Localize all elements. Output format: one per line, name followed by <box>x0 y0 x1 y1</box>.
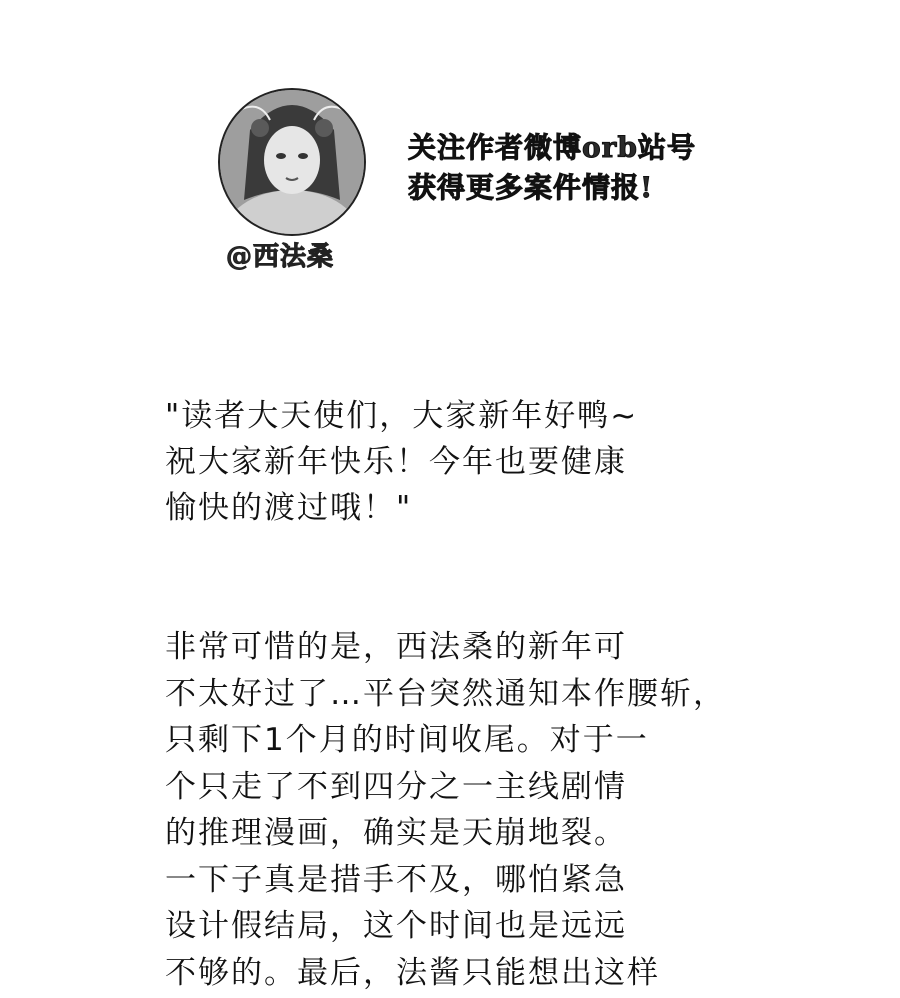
author-portrait-image <box>220 90 364 234</box>
quote-line: 祝大家新年快乐！今年也要健康 <box>165 444 627 480</box>
body-line: 的推理漫画，确实是天崩地裂。 <box>165 815 627 851</box>
follow-line: 获得更多案件情报! <box>408 171 654 204</box>
quote-line: "读者大天使们，大家新年好鸭~ <box>165 398 639 434</box>
announcement-body <box>165 624 726 996</box>
follow-notice <box>408 128 696 208</box>
body-line: 不太好过了…平台突然通知本作腰斩， <box>165 675 726 712</box>
body-line: 个只走了不到四分之一主线剧情 <box>165 768 627 805</box>
body-line: 设计假结局，这个时间也是远远 <box>165 908 627 944</box>
greeting-quote <box>165 393 638 531</box>
quote-line: 愉快的渡过哦！" <box>165 490 413 526</box>
author-avatar <box>218 88 366 236</box>
body-line: 非常可惜的是，西法桑的新年可 <box>165 629 627 665</box>
body-line: 一下子真是措手不及，哪怕紧急 <box>165 861 627 898</box>
follow-line: 关注作者微博orb站号 <box>408 131 697 164</box>
author-handle: @西法桑 <box>226 242 335 272</box>
body-line: 不够的。最后，法酱只能想出这样 <box>165 954 660 991</box>
body-line: 只剩下1个月的时间收尾。对于一 <box>165 722 649 758</box>
